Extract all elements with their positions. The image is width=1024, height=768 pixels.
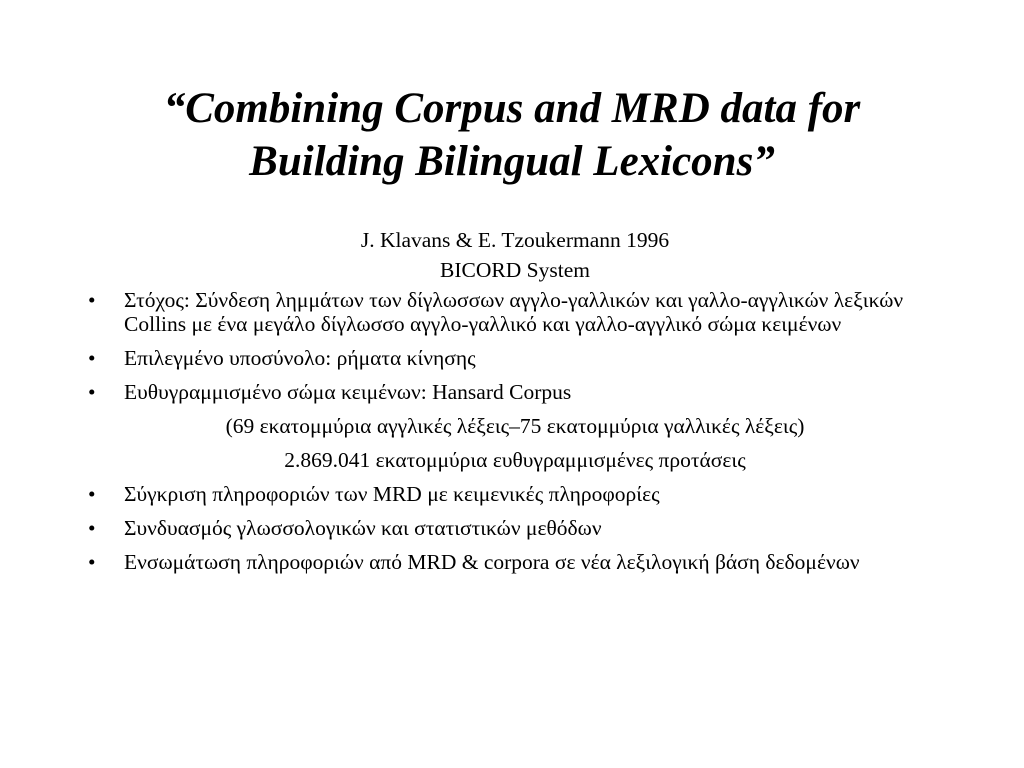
bullet-list-a [85,288,945,404]
bullet-item [85,288,945,336]
bullet-icon: • [88,380,96,404]
bullet-text: Στόχος: Σύνδεση λημμάτων των δίγλωσσων αγγλο-γαλλικών και γαλλο-αγγλικών λεξικών Collins με ένα μεγάλο δίγλωσσο αγγλο-γαλλικό και γαλλο-αγγλικό σώμα κειμένων [124,288,904,336]
bullet-text: Συνδυασμός γλωσσολογικών και στατιστικών μεθόδων [124,516,602,540]
title-line-1: “Combining Corpus and MRD data for [163,85,861,132]
corpus-word-counts: (69 εκατομμύρια αγγλικές λέξεις–75 εκατομμύρια γαλλικές λέξεις) [225,414,805,438]
bullet-item [85,346,945,370]
bullet-icon: • [88,346,96,370]
title-line-2: Building Bilingual Lexicons” [249,138,775,185]
bullet-text: Ευθυγραμμισμένο σώμα κειμένων: Hansard Corpus [124,380,572,404]
corpus-sentence-count: 2.869.041 εκατομμύρια ευθυγραμμισμένες προτάσεις [284,448,746,472]
bullet-text: Ενσωμάτωση πληροφοριών από MRD & corpora σε νέα λεξιλογική βάση δεδομένων [124,550,860,574]
bullet-item [85,482,945,506]
bullet-list-b [85,482,945,574]
bullet-icon: • [88,288,96,312]
bullet-item [85,516,945,540]
bullet-text: Σύγκριση πληροφοριών των MRD με κειμενικές πληροφορίες [124,482,660,506]
bullet-item [85,380,945,404]
slide-body [85,228,945,584]
slide-title [60,82,964,188]
authors-line: J. Klavans & E. Tzoukermann 1996 [360,228,670,252]
bullet-icon: • [88,482,96,506]
system-line: BICORD System [440,258,590,282]
bullet-icon: • [88,516,96,540]
bullet-icon: • [88,550,96,574]
bullet-text: Επιλεγμένο υποσύνολο: ρήματα κίνησης [124,346,476,370]
bullet-item [85,550,945,574]
